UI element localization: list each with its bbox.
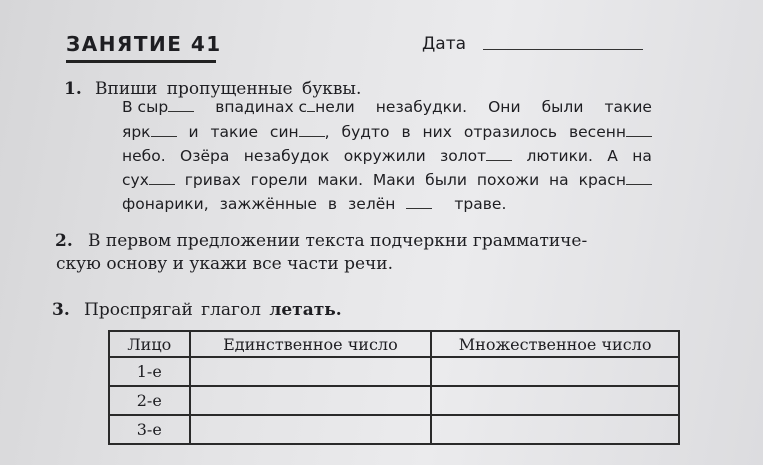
word: были	[425, 171, 467, 189]
task-2-line-2: скую основу и укажи все части речи.	[56, 254, 394, 274]
word: такие	[604, 98, 652, 116]
singular-answer-cell[interactable]	[190, 415, 432, 444]
text-line-1	[122, 98, 652, 116]
blank-line[interactable]	[149, 172, 175, 185]
word: весенн	[569, 123, 626, 141]
task-1-instruction: Впиши пропущенные буквы.	[95, 79, 362, 99]
blank-line[interactable]	[151, 124, 177, 137]
word: Маки	[372, 171, 416, 189]
task-3-instruction	[84, 300, 342, 320]
task-1-number: 1.	[64, 79, 82, 99]
word: красн	[578, 171, 626, 189]
row-person-label: 1-е	[109, 357, 190, 386]
text-line-2	[122, 123, 652, 141]
blank-line[interactable]	[168, 99, 194, 112]
word: были	[541, 98, 584, 116]
punctuation: ,	[324, 123, 330, 141]
word: и	[188, 123, 199, 141]
word: незабудки.	[375, 98, 468, 116]
header-singular: Единственное число	[190, 331, 432, 357]
row-person-label: 2-е	[109, 386, 190, 415]
word: небо.	[122, 147, 166, 165]
table-row	[109, 386, 679, 415]
word: зелён	[348, 195, 396, 213]
header-person: Лицо	[109, 331, 190, 357]
task-3-instruction-text: Проспрягай глагол	[84, 300, 261, 320]
text-line-3	[122, 147, 652, 165]
word: золот	[440, 147, 487, 165]
table-header-row	[109, 331, 679, 357]
singular-answer-cell[interactable]	[190, 357, 432, 386]
lesson-title: ЗАНЯТИЕ 41	[66, 32, 222, 56]
conjugation-table	[108, 330, 680, 445]
task-3-verb: летать.	[269, 300, 342, 320]
text-line-4	[122, 171, 652, 189]
plural-answer-cell[interactable]	[431, 415, 679, 444]
word: нели	[315, 98, 355, 116]
word: зажжённые	[219, 195, 317, 213]
word: в	[401, 123, 411, 141]
word: маки.	[317, 171, 364, 189]
header-plural: Множественное число	[431, 331, 679, 357]
word: В сыр	[122, 98, 169, 116]
word: сух	[122, 171, 149, 189]
word: лютики.	[526, 147, 593, 165]
word: них	[422, 123, 452, 141]
blank-line[interactable]	[299, 124, 325, 137]
word: в	[327, 195, 338, 213]
table-row	[109, 415, 679, 444]
word: на	[549, 171, 569, 189]
word: окружили	[343, 147, 426, 165]
blank-line[interactable]	[626, 172, 652, 185]
blank-line[interactable]	[626, 124, 652, 137]
word: отразилось	[463, 123, 558, 141]
word: на	[632, 147, 652, 165]
blank-line[interactable]	[486, 148, 512, 161]
word: впадинах с	[215, 98, 308, 116]
word: ярк	[122, 123, 151, 141]
table-row	[109, 357, 679, 386]
blank-line[interactable]	[307, 99, 315, 112]
word: гривах	[184, 171, 241, 189]
lesson-header	[66, 30, 666, 64]
word: син	[269, 123, 299, 141]
plural-answer-cell[interactable]	[431, 357, 679, 386]
row-person-label: 3-е	[109, 415, 190, 444]
text-line-5	[122, 195, 652, 213]
word: А	[607, 147, 618, 165]
singular-answer-cell[interactable]	[190, 386, 432, 415]
word: фонарики,	[122, 195, 209, 213]
word: будто	[341, 123, 390, 141]
word: незабудок	[243, 147, 330, 165]
task-2-number: 2.	[55, 231, 73, 251]
word: такие	[210, 123, 258, 141]
blank-line[interactable]	[406, 196, 432, 209]
plural-answer-cell[interactable]	[431, 386, 679, 415]
title-underline	[66, 60, 216, 63]
word: Озёра	[180, 147, 230, 165]
task-2-line-1: В первом предложении текста подчеркни грамматиче-	[88, 231, 588, 251]
word: Они	[488, 98, 521, 116]
date-blank-line[interactable]	[483, 49, 643, 50]
word: траве.	[454, 195, 507, 213]
word: похожи	[476, 171, 540, 189]
task-3-number: 3.	[52, 300, 70, 320]
word: горели	[250, 171, 308, 189]
date-label: Дата	[422, 34, 467, 54]
